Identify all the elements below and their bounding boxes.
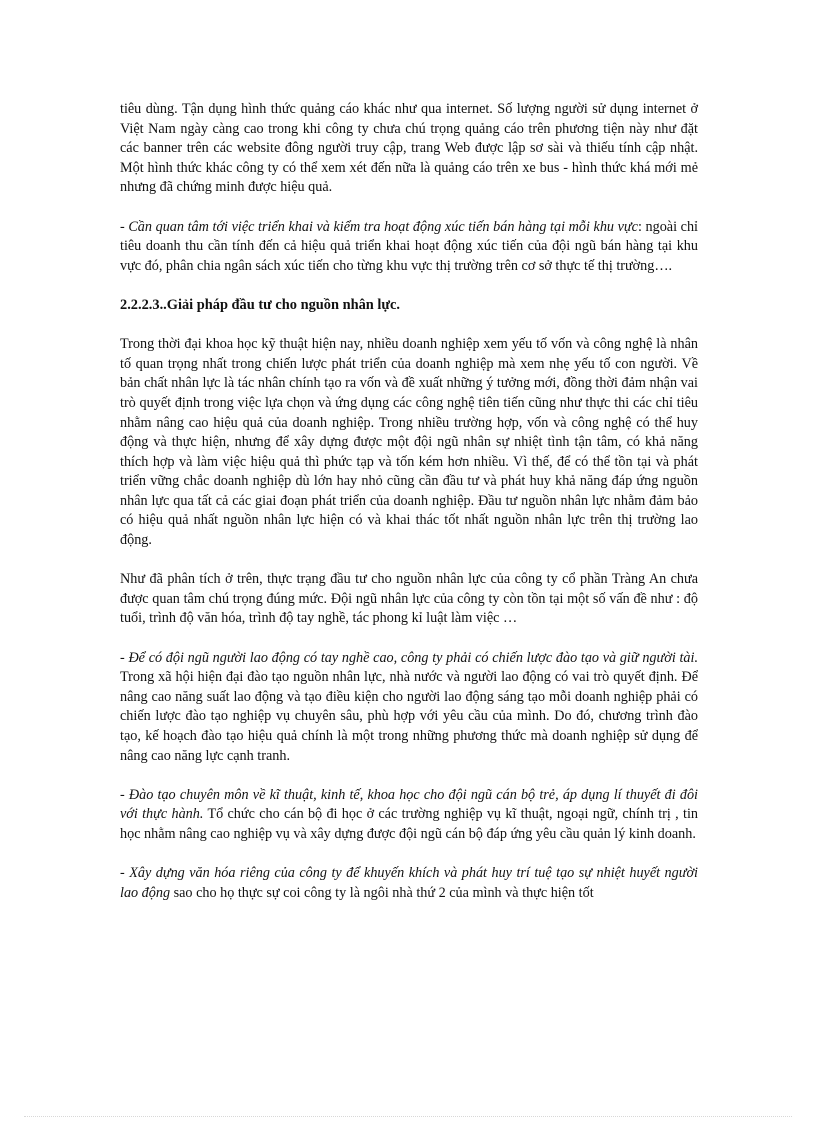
paragraph-sales-promotion xyxy=(120,218,698,277)
paragraph-lead-italic: - Cần quan tâm tới việc triển khai và kiểm tra hoạt động xúc tiến bán hàng tại mỗi khu vực xyxy=(120,218,638,235)
paragraph-current-state: Như đã phân tích ở trên, thực trạng đầu tư cho nguồn nhân lực của công ty cổ phần Tràng An chưa được quan tâm chú trọng đúng mức. Đội ngũ nhân lực của công ty còn tồn tại một số vấn đề như : độ tuổi, trình độ văn hóa, trình độ tay nghề, tác phong kỉ luật làm việc … xyxy=(120,571,698,627)
paragraph-body-text: Tổ chức cho cán bộ đi học ở các trường nghiệp vụ kĩ thuật, ngoại ngữ, chính trị , tin học nhằm nâng cao nghiệp vụ và xây dựng được đội ngũ cán bộ đáp ứng yêu cầu quản lý kinh doanh. xyxy=(120,806,698,842)
paragraph-lead-italic: - Để có đội ngũ người lao động có tay nghề cao, công ty phải có chiến lược đào tạo và giữ người tài. xyxy=(120,649,698,666)
paragraph-technical-training xyxy=(120,786,698,845)
paragraph-lead-italic: - Đào tạo chuyên môn về kĩ thuật, kinh tế, khoa học cho đội ngũ cán bộ trẻ, áp dụng lí thuyết đi đôi với thực hành. xyxy=(120,786,698,823)
paragraph-human-resources-intro: Trong thời đại khoa học kỹ thuật hiện nay, nhiều doanh nghiệp xem yếu tố vốn và công nghệ là nhân tố quan trọng nhất trong chiến lược phát triển của doanh nghiệp mà xem nhẹ yếu tố con người. Về bản chất nhân lực là tác nhân chính tạo ra vốn và đề xuất những ý tưởng mới, đồng thời đảm nhận vai trò quyết định trong việc lựa chọn và ứng dụng các công nghệ tiên tiến cũng như thực thi các chỉ tiêu nhằm nâng cao hiệu quả của doanh nghiệp. Trong nhiều trường hợp, vốn và công nghệ có thể huy động và thực hiện, nhưng để xây dựng được một đội ngũ nhân sự nhiệt tình tận tâm, có khả năng thích hợp và làm việc hiệu quả thì phức tạp và tốn kém hơn nhiều. Vì thế, để có thể tồn tại và phát triển vững chắc doanh nghiệp dù lớn hay nhỏ cũng cần đầu tư và phát huy khả năng đáp ứng nguồn nhân lực qua tất cả các giai đoạn phát triển của doanh nghiệp. Đầu tư nguồn nhân lực nhằm đảm bảo có hiệu quả nhất nguồn nhân lực hiện có và khai thác tốt nhất nguồn nhân lực trên thị trường lao động. xyxy=(120,336,698,549)
paragraph-advertising: tiêu dùng. Tận dụng hình thức quảng cáo khác như qua internet. Số lượng người sử dụng internet ở Việt Nam ngày càng cao trong khi công ty chưa chú trọng quảng cáo trên phương tiện này như đặt các banner trên các website đông người truy cập, trang Web được lập sơ sài và thiếu tính cập nhật. Một hình thức khác công ty có thể xem xét đến nữa là quảng cáo trên xe bus - hình thức khá mới mẻ nhưng đã chứng minh được hiệu quả. xyxy=(120,101,698,196)
paragraph-body-text: sao cho họ thực sự coi công ty là ngôi nhà thứ 2 của mình và thực hiện tốt xyxy=(170,884,594,901)
paragraph-body-text: Trong xã hội hiện đại đào tạo nguồn nhân lực, nhà nước và người lao động có vai trò quyết định. Để nâng cao năng suất lao động và tạo điều kiện cho người lao động sáng tạo mỗi doanh nghiệp phải có chiến lược đào tạo nghiệp vụ chuyên sâu, phù hợp với yêu cầu của mình. Do đó, chương trình đào tạo, kế hoạch đào tạo hiệu quả chính là một trong những phương thức mà doanh nghiệp sử dụng để nâng cao năng lực cạnh tranh. xyxy=(120,669,698,764)
paragraph-lead-italic: - Xây dựng văn hóa riêng của công ty để khuyến khích và phát huy trí tuệ tạo sự nhiệt huyết người lao động xyxy=(120,865,698,901)
paragraph-body-text: : ngoài chỉ tiêu doanh thu cần tính đến cả hiệu quả triển khai hoạt động xúc tiến của đội ngũ bán hàng tại khu vực đó, phân chia ngân sách xúc tiến cho từng khu vực thị trường trên cơ sở thực tế thị trường…. xyxy=(120,218,699,274)
paragraph-company-culture xyxy=(120,864,698,903)
paragraph-training-strategy xyxy=(120,649,698,767)
page-bottom-rule xyxy=(24,1116,792,1117)
document-body xyxy=(120,100,698,923)
section-heading: 2.2.2.3..Giải pháp đầu tư cho nguồn nhân lực. xyxy=(120,296,400,313)
